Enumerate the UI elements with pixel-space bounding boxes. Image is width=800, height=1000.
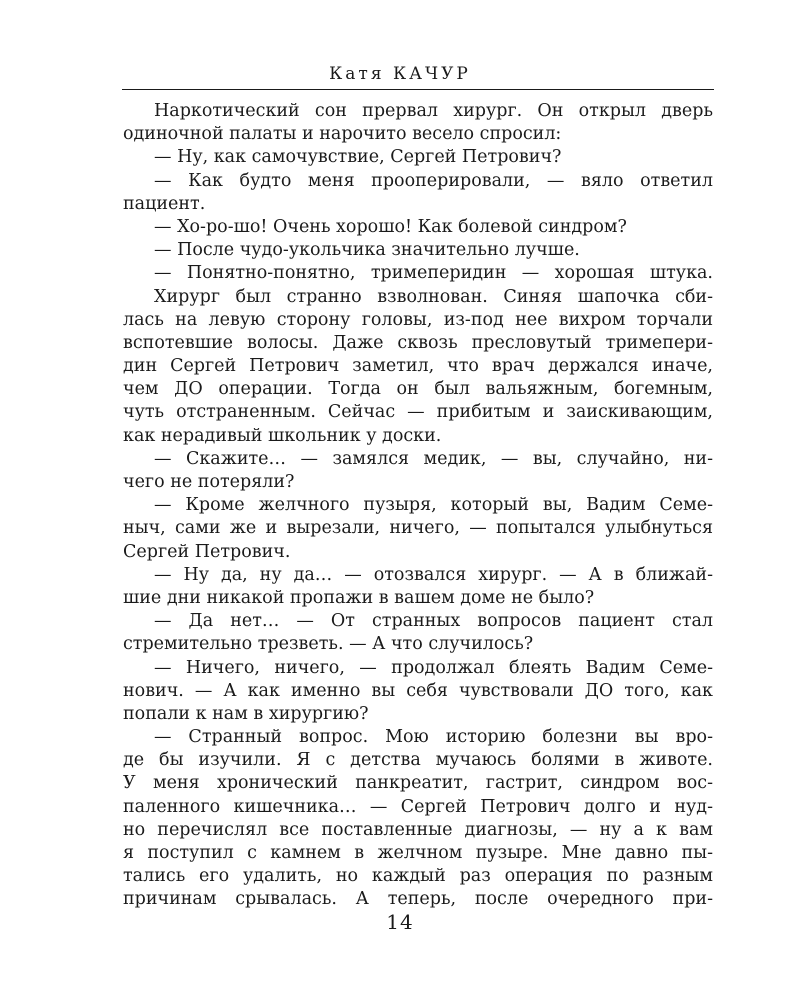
text-line: я поступил с камнем в желчном пузыре. Мне давно пы- (123, 843, 713, 863)
header-rule (122, 89, 714, 90)
text-line: ныч, сами же и вырезали, ничего, — попытался улыбнуться (123, 518, 713, 539)
text-line: чего не потеряли? (123, 472, 295, 492)
text-line: — После чудо-укольчика значительно лучше. (154, 240, 580, 261)
text-line: — Да нет… — От странных вопросов пациент стал (154, 611, 713, 632)
text-line: дин Сергей Петрович заметил, что врач держался иначе, (123, 356, 713, 377)
text-line: — Странный вопрос. Мою историю болезни вы вро- (154, 727, 713, 748)
text-line: причинам срывалась. А теперь, после очередного при- (123, 889, 713, 910)
text-line: — Ну да, ну да… — отозвался хирург. — А в ближай- (154, 564, 713, 585)
text-line: Сергей Петрович. (123, 541, 291, 562)
text-line: одиночной палаты и нарочито весело спросил: (123, 124, 562, 145)
text-line: У меня хронический панкреатит, гастрит, синдром вос- (123, 773, 713, 794)
text-line: вспотевшие волосы. Даже сквозь пресловутый тримепери- (123, 332, 713, 353)
text-line: лась на левую сторону головы, из-под нее вихром торчали (123, 309, 713, 330)
text-line: Хирург был странно взволнован. Синяя шапочка сби- (154, 286, 713, 307)
text-line: — Понятно-понятно, тримеперидин — хорошая штука. (154, 263, 713, 284)
text-line: — Как будто меня прооперировали, — вяло ответил (154, 170, 713, 191)
text-line: — Скажите… — замялся медик, — вы, случайно, ни- (154, 448, 713, 469)
text-line: попали к нам в хирургию? (123, 703, 369, 724)
text-line: тались его удалить, но каждый раз операция по разным (123, 866, 713, 887)
text-line: чем ДО операции. Тогда он был вальяжным, богемным, (123, 379, 713, 400)
text-line: но перечислял все поставленные диагнозы, — ну а к вам (123, 819, 713, 840)
text-line: чуть отстраненным. Сейчас — прибитым и заискивающим, (123, 402, 713, 423)
text-line: шие дни никакой пропажи в вашем доме не было? (123, 587, 595, 608)
text-line: де бы изучили. Я с детства мучаюсь болями в животе. (123, 750, 713, 771)
page-number: 14 (386, 910, 414, 934)
text-line: — Кроме желчного пузыря, который вы, Вадим Семе- (154, 495, 713, 516)
text-line: паленного кишечника… — Сергей Петрович долго и нуд- (123, 796, 713, 817)
text-line: стремительно трезветь. — А что случилось? (123, 634, 534, 655)
running-head: Катя КАЧУР (329, 64, 471, 84)
text-line: Наркотический сон прервал хирург. Он открыл дверь (154, 101, 713, 121)
text-line: нович. — А как именно вы себя чувствовали ДО того, как (123, 680, 713, 701)
text-line: — Хо-ро-шо! Очень хорошо! Как болевой синдром? (154, 216, 627, 237)
body-text (123, 100, 713, 912)
text-line: как нерадивый школьник у доски. (123, 425, 442, 446)
text-line: пациент. (123, 193, 206, 214)
text-line: — Ничего, ничего, — продолжал блеять Вадим Семе- (154, 657, 713, 678)
text-line: — Ну, как самочувствие, Сергей Петрович? (154, 147, 562, 168)
